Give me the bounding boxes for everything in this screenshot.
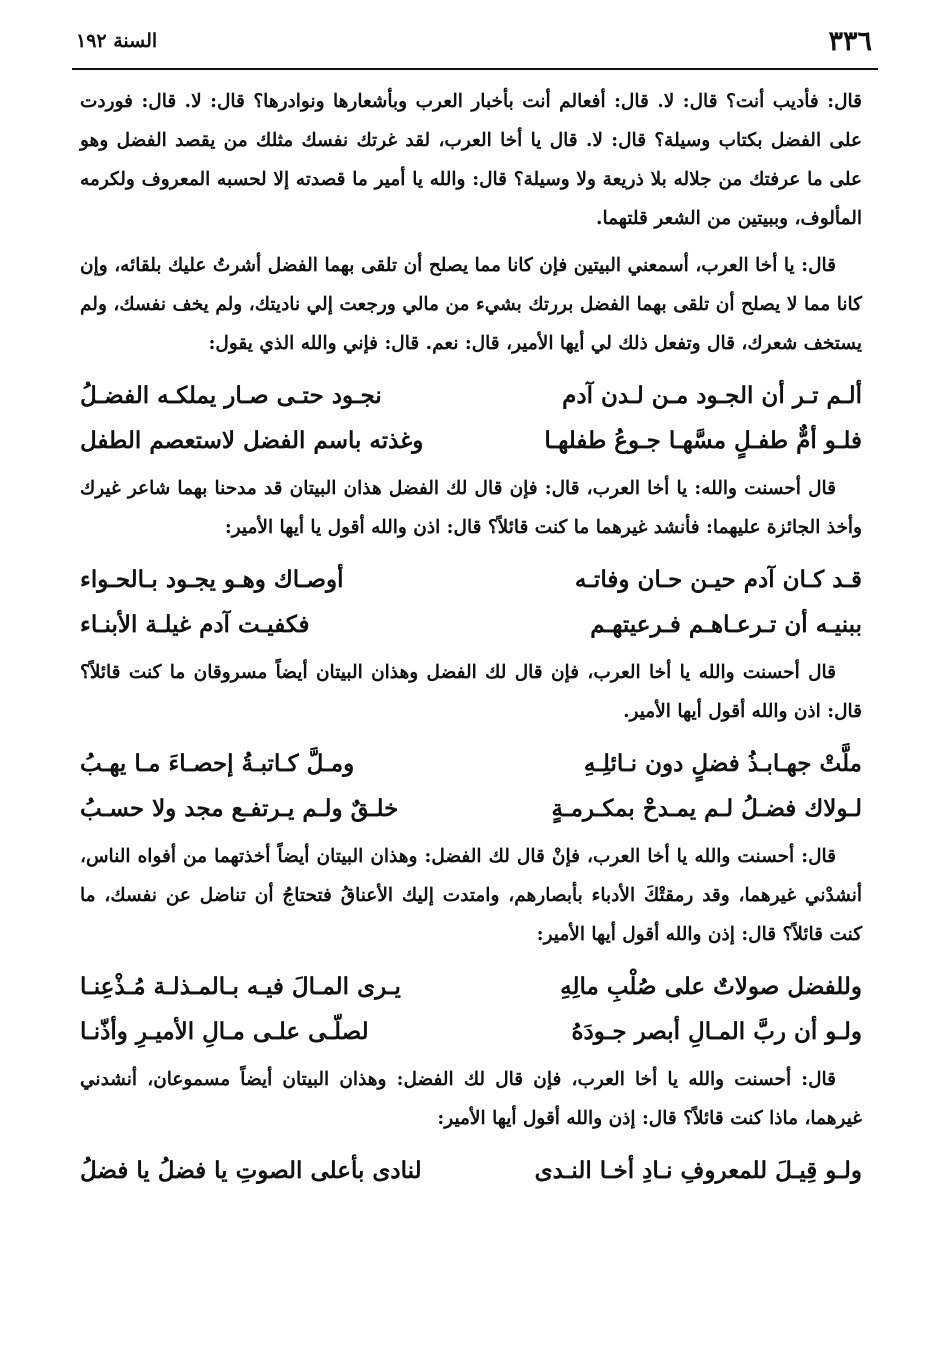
verse-first-hemistich: فلـو أمٌّ طفـلٍ مسَّهـا جـوعُ طفلهـا — [544, 427, 862, 454]
poem-stanza — [80, 557, 862, 647]
verse-second-hemistich: خلـقٌ ولـم يـرتفـع مجد ولا حسـبُ — [80, 795, 399, 822]
verse-first-hemistich: ببنيـه أن تـرعـاهـم فـرعيتهـم — [590, 611, 862, 638]
page-header — [72, 26, 878, 70]
poem-stanza — [80, 964, 862, 1054]
verse-first-hemistich: قـد كـان آدم حيـن حـان وفاتـه — [574, 566, 862, 593]
poem-verse — [80, 557, 862, 602]
poem-verse — [80, 602, 862, 647]
verse-first-hemistich: ألـم تـر أن الجـود مـن لـدن آدم — [562, 382, 862, 409]
verse-second-hemistich: ومـلَّ كـاتبـةُ إحصـاءَ مـا يهـبُ — [80, 750, 355, 777]
prose-paragraph: قال: أحسنت والله يا أخا العرب، فإنْ قال لك الفضل: وهذان البيتان أيضاً أخذتهما من أفواه الناس، أنشدْني غيرهما، وقد رمقتْكَ الأدباء بأبصارهم، وامتدت إليك الأعناقُ فتحتاجُ أن تناضل عن نفسك، ما كنت قائلاً؟ قال: إذن والله أقول أيها الأمير: — [80, 846, 862, 945]
poem-verse — [80, 418, 862, 463]
prose-paragraph: قال أحسنت والله: يا أخا العرب، قال: فإن قال لك الفضل هذان البيتان قد مدحنا بهما شاعر غيرك وأخذ الجائزة عليهما: فأنشد غيرهما ما كنت قائلاً؟ قال: اذن والله أقول يا أيها الأمير: — [80, 478, 862, 538]
running-head-year: السنة ١٩٢ — [76, 30, 158, 52]
prose-paragraph: قال: فأديب أنت؟ قال: لا. قال: أفعالم أنت بأخبار العرب وبأشعارها ونوادرها؟ قال: لا. قال: فوردت على الفضل بكتاب وسيلة؟ قال: لا. قال يا أخا العرب، لقد غرتك نفسك مثلك من يقصد الفضل وهو على ما عرفتك من جلاله بلا ذريعة ولا وسيلة؟ قال: والله يا أمير ما قصدته إلا لحسبه المعروف ولكرمه المألوف، وببيتين من الشعر قلتهما. — [80, 91, 863, 229]
poem-stanza — [80, 1148, 862, 1193]
prose-paragraph: قال أحسنت والله يا أخا العرب، فإن قال لك الفضل وهذان البيتان أيضاً مسروقان ما كنت قائلاً؟ قال: اذن والله أقول أيها الأمير. — [80, 662, 862, 722]
poem-verse — [80, 373, 862, 418]
poem-verse — [80, 741, 862, 786]
verse-second-hemistich: لنادى بأعلى الصوتِ يا فضلُ يا فضلُ — [80, 1157, 422, 1184]
verse-second-hemistich: يـرى المـالَ فيـه بـالمـذلـة مُـذْعِنـا — [80, 973, 401, 1000]
poem-verse — [80, 1148, 862, 1193]
verse-second-hemistich: وغذته باسم الفضل لاستعصم الطفل — [80, 427, 424, 454]
poem-verse — [80, 964, 862, 1009]
verse-second-hemistich: لصلّـى علـى مـالِ الأميـرِ وأذّنـا — [80, 1018, 369, 1045]
poem-verse — [80, 786, 862, 831]
page-body — [80, 82, 862, 1199]
verse-second-hemistich: أوصـاك وهـو يجـود بـالحـواء — [80, 566, 344, 593]
poem-verse — [80, 1009, 862, 1054]
verse-first-hemistich: ولـو قِيـلَ للمعروفِ نـادِ أخـا النـدى — [534, 1157, 862, 1184]
poem-stanza — [80, 741, 862, 831]
verse-second-hemistich: فكفيـت آدم غيلـة الأبنـاء — [80, 611, 310, 638]
poem-stanza — [80, 373, 862, 463]
verse-first-hemistich: ولـو أن ربَّ المـالِ أبصر جـودَهُ — [571, 1018, 862, 1045]
prose-paragraph: قال: يا أخا العرب، أسمعني البيتين فإن كانا مما يصلح أن تلقى بهما الفضل أشرتُ عليك بلقائه، وإن كانا مما لا يصلح أن تلقى بهما الفضل بررتك بشيء من مالي ورجعت إلي ناديتك، ولم يخف نفسك، ولم يستخف شعرك، قال وتفعل ذلك لي أيها الأمير، قال: نعم. قال: فإني والله الذي يقول: — [80, 255, 862, 354]
prose-paragraph: قال: أحسنت والله يا أخا العرب، فإن قال لك الفضل: وهذان البيتان أيضاً مسموعان، أنشدني غيرهما، ماذا كنت قائلاً؟ قال: إذن والله أقول أيها الأمير: — [80, 1069, 862, 1129]
page-number: ٣٣٦ — [828, 26, 872, 57]
verse-second-hemistich: نجـود حتـى صـار يملكـه الفضـلُ — [80, 382, 382, 409]
verse-first-hemistich: ملَّتْ جهـابـذُ فضلٍ دون نـائلِـهِ — [583, 750, 862, 777]
verse-first-hemistich: لـولاك فضـلُ لـم يمـدحْ بمكـرمـةٍ — [551, 795, 862, 822]
verse-first-hemistich: وللفضل صولاتٌ على صُلْبِ مالِهِ — [560, 973, 862, 1000]
